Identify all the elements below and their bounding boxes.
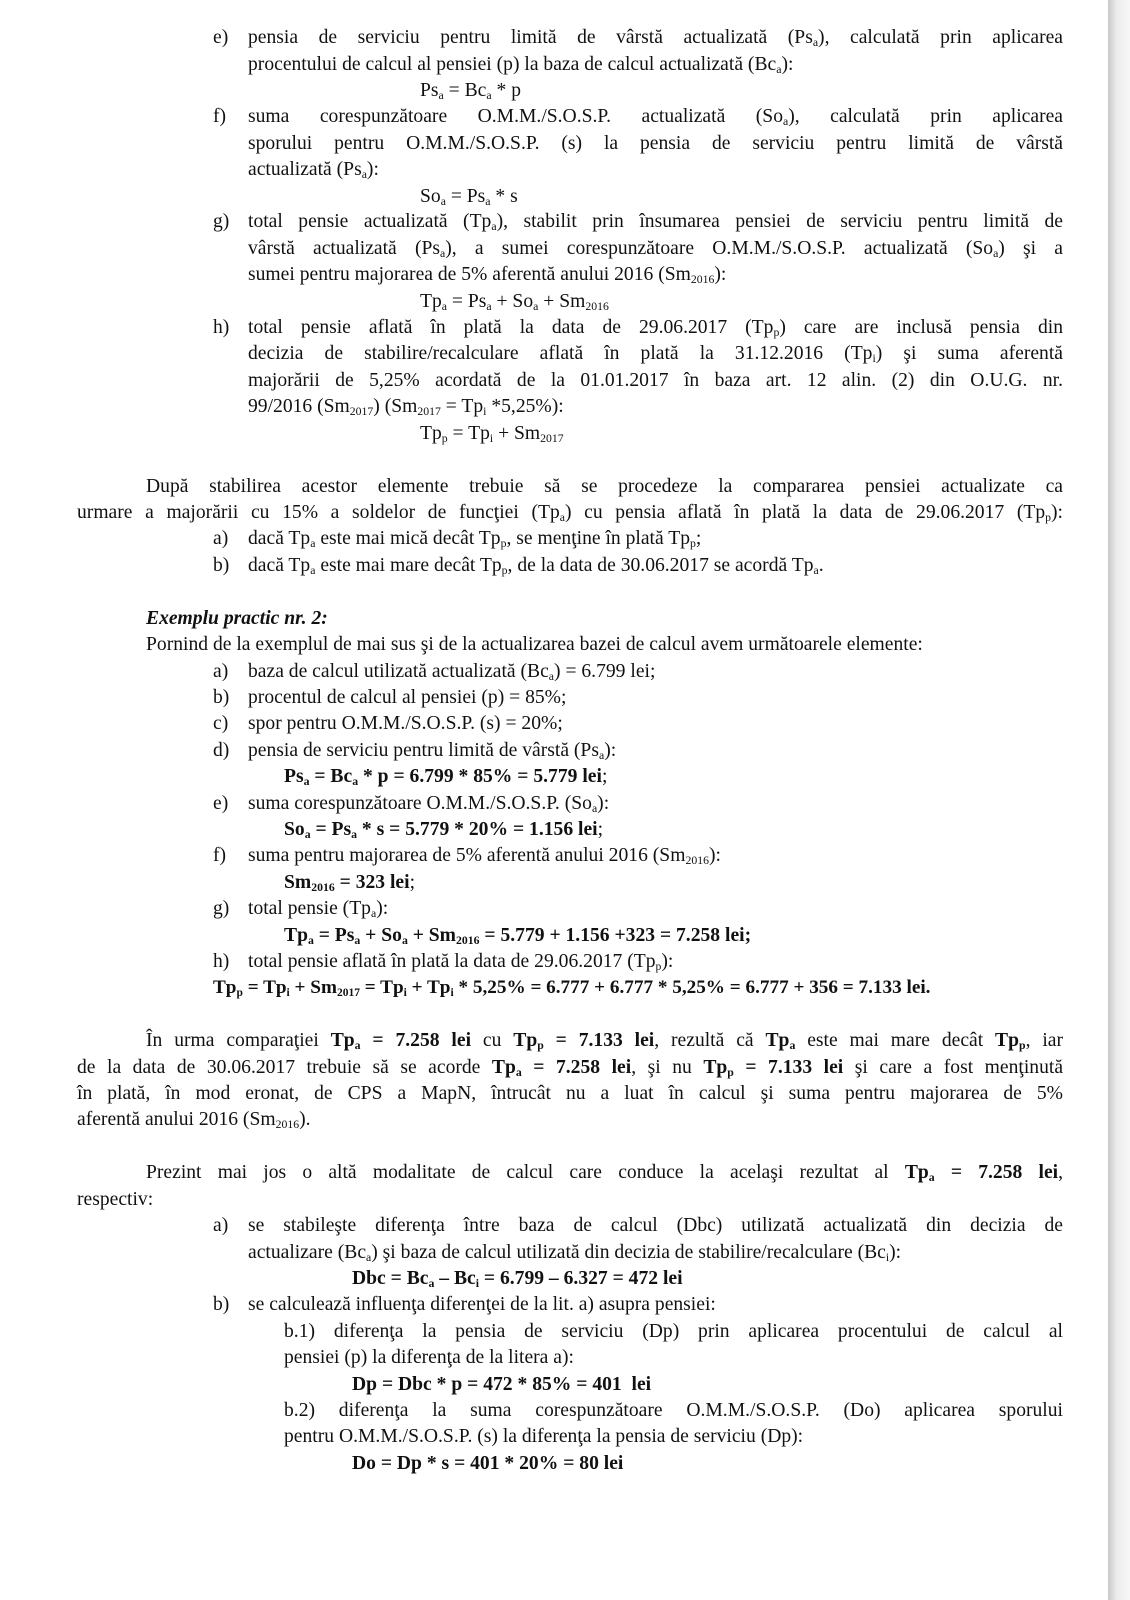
item-label: g) xyxy=(213,898,230,919)
paragraph-line: baza de calcul utilizată actualizată $(Bc_a) = 6.799$ lei; xyxy=(248,661,656,683)
paragraph-line: procentului de calcul al pensiei (p) la baza de calcul actualizată $(Bc_a)$: xyxy=(248,54,794,76)
paragraph-line: b.1) diferenţa la pensia de serviciu (Dp) prin aplicarea procentului de calcul al xyxy=(284,1321,1063,1342)
paragraph-line: respectiv: xyxy=(77,1189,154,1210)
paragraph-line: total pensie aflată în plată la data de 29.06.2017 $(Tp_p)$ care are inclusă pensia din xyxy=(248,317,1063,339)
formula: $Ps_a = Bc_a * p = 6.799 * 85\% = 5.779$ lei; xyxy=(284,766,608,788)
formula: $Ps_a = Bc_a * p$ xyxy=(420,80,521,102)
paragraph-line: de la data de 30.06.2017 trebuie să se acorde $Tp_a = 7.258$ lei, şi nu $Tp_p = 7.133$ lei şi care a fost menţinută xyxy=(77,1057,1064,1079)
item-label: b) xyxy=(213,1294,230,1315)
paragraph-line: Prezint mai jos o altă modalitate de calcul care conduce la acelaşi rezultat al $Tp_a = 7.258$ lei, xyxy=(146,1162,1063,1184)
formula: $Sm_{2016} = 323$ lei; xyxy=(284,872,416,894)
item-label: h) xyxy=(213,317,230,338)
paragraph-line: se stabileşte diferenţa între baza de calcul (Dbc) utilizată actualizată din decizia de xyxy=(248,1215,1063,1236)
paragraph-line: în plată, în mod eronat, de CPS a MapN, întrucât nu a luat în calcul şi suma pentru majorarea de 5% xyxy=(77,1083,1063,1104)
formula: Dbc = $Bc_a - Bc_i = 6.799 - 6.327 = 472$ lei xyxy=(352,1268,683,1290)
section-heading: Exemplu practic nr. 2: xyxy=(146,608,328,629)
paragraph-line: În urma comparaţiei $Tp_a = 7.258$ lei cu $Tp_p = 7.133$ lei, rezultă că $Tp_a$ este mai mare decât $Tp_p$, iar xyxy=(146,1030,1064,1052)
paragraph-line: pensia de serviciu pentru limită de vârstă $(Ps_a)$: xyxy=(248,740,617,762)
paragraph-line: dacă $Tp_a$ este mai mică decât $Tp_p$, se menţine în plată $Tp_p$; xyxy=(248,528,702,550)
formula: $So_a = Ps_a * s$ xyxy=(420,186,518,208)
item-label: g) xyxy=(213,211,230,232)
item-label: a) xyxy=(213,528,229,549)
item-label: e) xyxy=(213,793,229,814)
paragraph-line: actualizată $(Ps_a)$: xyxy=(248,159,379,181)
paragraph-line: total pensie $(Tp_a)$: xyxy=(248,898,389,920)
formula: $Tp_a = Ps_a + So_a + Sm_{2016}$ xyxy=(420,291,609,313)
paragraph-line: urmare a majorării cu 15% a soldelor de funcţiei $(Tp_a)$ cu pensia aflată în plată la data de 29.06.2017 $(Tp_p)$: xyxy=(77,502,1063,524)
item-label: f) xyxy=(213,845,227,866)
paragraph-line: pensiei (p) la diferenţa de la litera a): xyxy=(284,1347,574,1368)
paragraph-line: pensia de serviciu pentru limită de vârstă actualizată $(Ps_a)$, calculată prin aplicarea xyxy=(248,27,1063,49)
item-label: f) xyxy=(213,106,227,127)
paragraph-line: decizia de stabilire/recalculare aflată în plată la 31.12.2016 $(Tp_i)$ şi suma aferentă xyxy=(248,343,1063,365)
paragraph-line: actualizare $(Bc_a)$ şi baza de calcul utilizată din decizia de stabilire/recalculare $(Bc_i)$: xyxy=(248,1242,902,1264)
paragraph-line: După stabilirea acestor elemente trebuie să se procedeze la compararea pensiei actualizate ca xyxy=(146,476,1063,497)
item-label: b) xyxy=(213,687,230,708)
paragraph-line: total pensie actualizată $(Tp_a)$, stabilit prin însumarea pensiei de serviciu pentru limită de xyxy=(248,211,1063,233)
formula: $Tp_p = Tp_i + Sm_{2017}$ xyxy=(420,423,564,445)
paragraph-line: suma corespunzătoare O.M.M./S.O.S.P. actualizată $(So_a)$, calculată prin aplicarea xyxy=(248,106,1063,128)
item-label: d) xyxy=(213,740,230,761)
item-label: b) xyxy=(213,555,230,576)
paragraph-line: Pornind de la exemplul de mai sus şi de la actualizarea bazei de calcul avem următoarele elemente: xyxy=(146,634,923,655)
formula: Dp = Dbc * p = 472 * 85% = 401 lei xyxy=(352,1374,652,1395)
formula: $Tp_p = Tp_i + Sm_{2017} = Tp_i + Tp_i * 5,25\% = 6.777 + 6.777 * 5,25\% = 6.777 + 356 = 7.133$ lei. xyxy=(213,977,931,999)
item-label: a) xyxy=(213,1215,229,1236)
paragraph-line: vârstă actualizată $(Ps_a)$, a sumei corespunzătoare O.M.M./S.O.S.P. actualizată $(So_a)$ şi a xyxy=(248,238,1064,260)
paragraph-line: total pensie aflată în plată la data de 29.06.2017 $(Tp_p)$: xyxy=(248,951,674,973)
paragraph-line: suma corespunzătoare O.M.M./S.O.S.P. $(So_a)$: xyxy=(248,793,610,815)
page-edge-shadow xyxy=(1108,0,1130,1600)
item-label: e) xyxy=(213,27,229,48)
paragraph-line: se calculează influenţa diferenţei de la lit. a) asupra pensiei: xyxy=(248,1294,716,1315)
paragraph-line: sumei pentru majorarea de 5% aferentă anului 2016 $(Sm_{2016})$: xyxy=(248,264,727,286)
item-label: a) xyxy=(213,661,229,682)
paragraph-line: aferentă anului 2016 $(Sm_{2016})$. xyxy=(77,1109,311,1131)
paragraph-line: procentul de calcul al pensiei (p) = 85%; xyxy=(248,687,567,708)
formula: $Tp_a = Ps_a + So_a + Sm_{2016} = 5.779 + 1.156 +323 = 7.258$ lei; xyxy=(284,925,752,947)
formula: Do = Dp * s = 401 * 20% = 80 lei xyxy=(352,1453,624,1474)
paragraph-line: majorării de 5,25% acordată de la 01.01.2017 în baza art. 12 alin. (2) din O.U.G. nr. xyxy=(248,370,1063,391)
formula: $So_a = Ps_a * s = 5.779 * 20\% = 1.156$ lei; xyxy=(284,819,604,841)
item-label: h) xyxy=(213,951,230,972)
paragraph-line: spor pentru O.M.M./S.O.S.P. (s) = 20%; xyxy=(248,713,563,734)
paragraph-line: pentru O.M.M./S.O.S.P. (s) la diferenţa la pensia de serviciu (Dp): xyxy=(284,1426,804,1447)
paragraph-line: 99/2016 $(Sm_{2017}) (Sm_{2017} = Tp_i$ *5,25%): xyxy=(248,396,564,418)
paragraph-line: dacă $Tp_a$ este mai mare decât $Tp_p$, de la data de 30.06.2017 se acordă $Tp_a$. xyxy=(248,555,824,577)
item-label: c) xyxy=(213,713,229,734)
paragraph-line: suma pentru majorarea de 5% aferentă anului 2016 $(Sm_{2016})$: xyxy=(248,845,721,867)
paragraph-line: sporului pentru O.M.M./S.O.S.P. (s) la pensia de serviciu pentru limită de vârstă xyxy=(248,133,1063,154)
paragraph-line: b.2) diferenţa la suma corespunzătoare O.M.M./S.O.S.P. (Do) aplicarea sporului xyxy=(284,1400,1063,1421)
